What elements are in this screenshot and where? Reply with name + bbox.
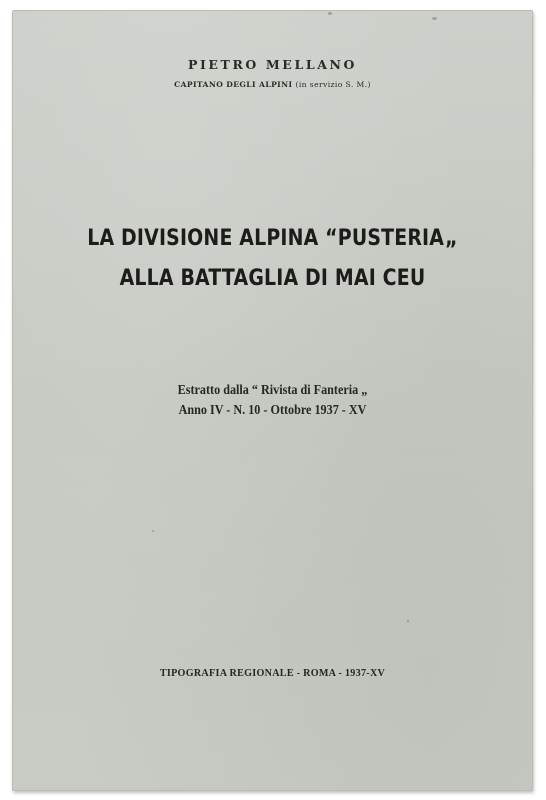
paper-speck bbox=[432, 17, 437, 20]
book-cover bbox=[12, 10, 533, 791]
author-role bbox=[12, 80, 533, 89]
author-role-note: (in servizio S. M.) bbox=[295, 80, 371, 89]
title-line-2: ALLA BATTAGLIA DI MAI CEU bbox=[119, 266, 426, 291]
author-name: PIETRO MELLANO bbox=[187, 57, 358, 72]
paper-speck bbox=[407, 620, 409, 622]
paper-speck bbox=[328, 12, 332, 15]
publisher-imprint: TIPOGRAFIA REGIONALE - ROMA - 1937-XV bbox=[159, 667, 386, 679]
title-line-1: LA DIVISIONE ALPINA “PUSTERIA„ bbox=[87, 226, 458, 251]
extract-issue: Anno IV - N. 10 - Ottobre 1937 - XV bbox=[178, 402, 367, 417]
paper-speck bbox=[152, 530, 154, 532]
extract-source: Estratto dalla “ Rivista di Fanteria „ bbox=[177, 382, 368, 397]
author-rank: CAPITANO DEGLI ALPINI bbox=[174, 80, 293, 89]
